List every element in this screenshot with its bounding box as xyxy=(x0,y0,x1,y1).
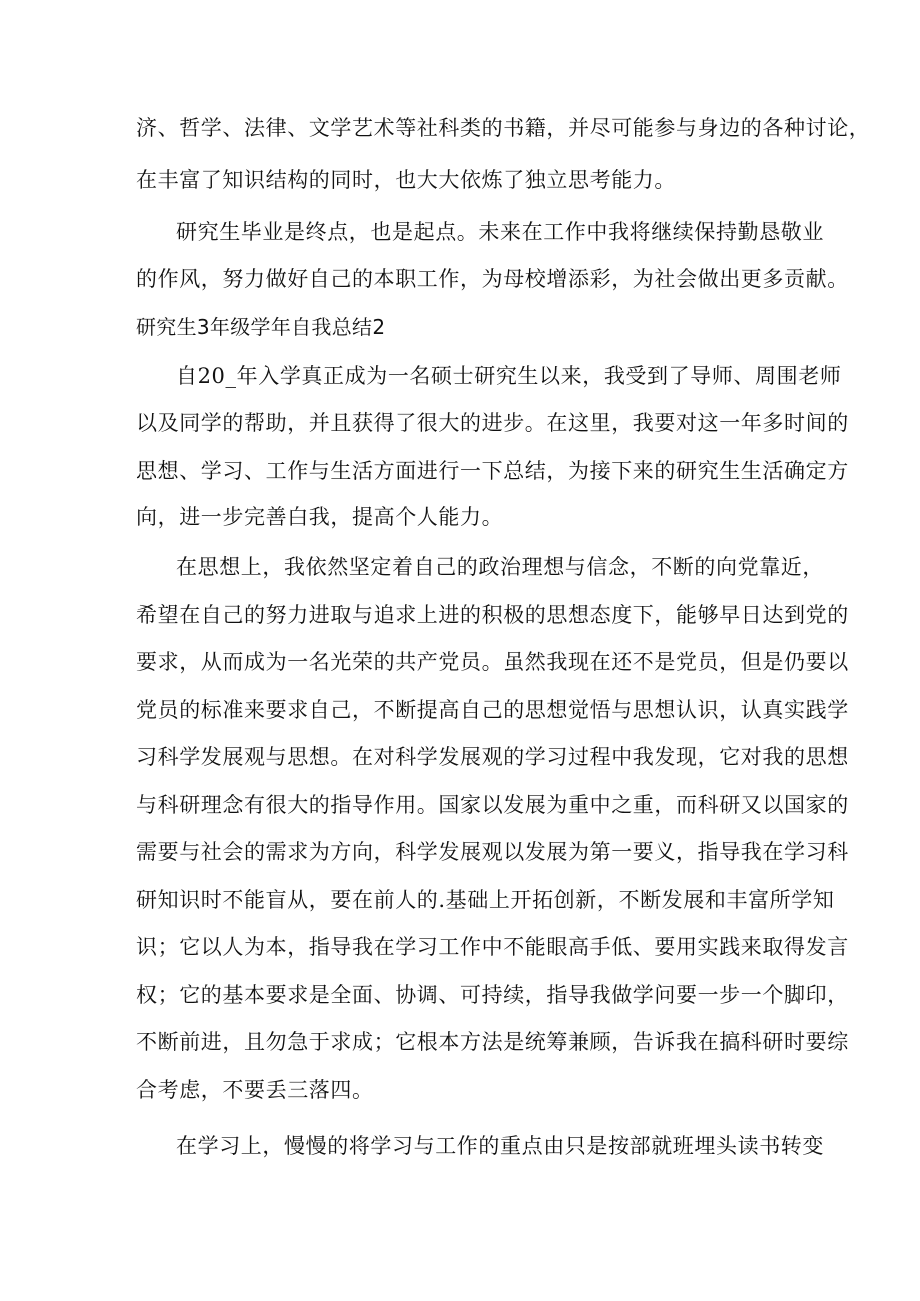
text-line: 研知识时不能盲从，要在前人的.基础上开拓创新，不断发展和丰富所学知 xyxy=(136,888,835,912)
text-line: 习科学发展观与思想。在对科学发展观的学习过程中我发现，它对我的思想 xyxy=(136,745,849,769)
text-line: 自20_年入学真正成为一名硕士研究生以来，我受到了导师、周围老师 xyxy=(176,364,842,388)
text-line: 济、哲学、法律、文学艺术等社科类的书籍，并尽可能参与身边的各种讨论， xyxy=(136,116,871,140)
text-line: 希望在自己的努力进取与追求上进的积极的思想态度下，能够早日达到党的 xyxy=(136,603,849,627)
text-line: 与科研理念有很大的指导作用。国家以发展为重中之重，而科研又以国家的 xyxy=(136,793,849,817)
text-line: 研究生毕业是终点，也是起点。未来在工作中我将继续保持勤恳敬业 xyxy=(176,220,824,244)
text-line: 合考虑，不要丢三落四。 xyxy=(136,1078,374,1102)
text-line: 的作风，努力做好自己的本职工作，为母校增添彩，为社会做出更多贡献。 xyxy=(136,267,849,291)
section-title: 研究生3年级学年自我总结2 xyxy=(136,315,386,339)
text-line: 思想、学习、工作与生活方面进行一下总结，为接下来的研究生生活确定方 xyxy=(136,459,849,483)
text-line: 向，进一步完善白我，提高个人能力。 xyxy=(136,505,504,529)
text-line: 以及同学的帮助，并且获得了很大的进步。在这里，我要对这一年多时间的 xyxy=(136,411,849,435)
text-line: 不断前进，且勿急于求成；它根本方法是统筹兼顾，告诉我在搞科研时要综 xyxy=(136,1030,849,1054)
text-line: 在丰富了知识结构的同时，也大大依炼了独立思考能力。 xyxy=(136,168,676,192)
text-line: 党员的标准来要求自己，不断提高自己的思想觉悟与思想认识，认真实践学 xyxy=(136,698,849,722)
text-line: 需要与社会的需求为方向，科学发展观以发展为第一要义，指导我在学习科 xyxy=(136,840,849,864)
text-line: 在思想上，我依然坚定着自己的政治理想与信念，不断的向党靠近， xyxy=(176,555,824,579)
text-line: 识；它以人为本，指导我在学习工作中不能眼高手低、要用实践来取得发言 xyxy=(136,935,849,959)
text-line: 在学习上，慢慢的将学习与工作的重点由只是按部就班埋头读书转变 xyxy=(176,1134,824,1158)
text-line: 权；它的基本要求是全面、协调、可持续，指导我做学问要一步一个脚印， xyxy=(136,983,849,1007)
text-line: 要求，从而成为一名光荣的共产党员。虽然我现在还不是党员，但是仍要以 xyxy=(136,650,849,674)
